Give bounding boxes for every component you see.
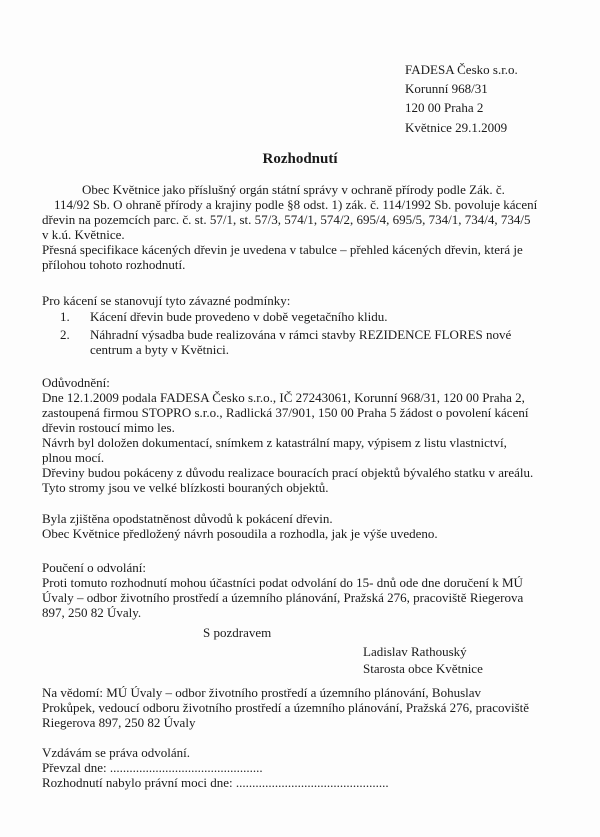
reasoning-heading: Odůvodnění: — [42, 375, 110, 390]
reasoning-line: Návrh byl doložen dokumentací, snímkem z katastrální mapy, výpisem z listu vlastnictví, — [42, 435, 507, 450]
cc-line: Na vědomí: MÚ Úvaly – odbor životního prostředí a územního plánování, Bohuslav — [42, 685, 482, 700]
cc-paragraph — [42, 685, 529, 730]
intro-line: přílohou tohoto rozhodnutí. — [42, 257, 186, 272]
intro-line: Přesná specifikace kácených dřevin je uvedena v tabulce – přehled kácených dřevin, která je — [42, 242, 523, 257]
cc-line: Prokůpek, vedoucí odboru životního prostředí a územního plánování, Pražská 276, pracoviště — [42, 700, 530, 715]
legal-force-line: Rozhodnutí nabylo právní moci dne: ............................................... — [42, 775, 389, 790]
reasoning-line: plnou mocí. — [42, 450, 105, 465]
document-date: Květnice 29.1.2009 — [405, 120, 508, 135]
closing-greeting: S pozdravem — [203, 625, 272, 640]
appeal-waiver: Vzdávám se práva odvolání. — [42, 745, 191, 760]
appeal-section — [42, 560, 523, 620]
finding-paragraph — [42, 511, 438, 541]
reasoning-line: zastoupená firmou STOPRO s.r.o., Radlická 37/901, 150 00 Praha 5 žádost o povolení kácení — [42, 405, 529, 420]
sender-address — [405, 60, 518, 117]
intro-line: Obec Květnice jako příslušný orgán státní správy v ochraně přírody podle Zák. č. — [82, 182, 505, 197]
received-line: Převzal dne: ............................................... — [42, 760, 263, 775]
condition-item — [60, 327, 511, 342]
intro-paragraph — [42, 182, 537, 272]
appeal-line: Proti tomuto rozhodnutí mohou účastníci podat odvolání do 15- dnů ode dne doručení k MÚ — [42, 575, 523, 590]
document-title: Rozhodnutí — [262, 151, 338, 167]
footer-section — [42, 745, 389, 790]
condition-item — [60, 309, 511, 324]
appeal-line: Úvaly – odbor životního prostředí a územního plánování, Pražská 276, pracoviště Riegerova — [42, 590, 524, 605]
finding-line: Obec Květnice předložený návrh posoudila a rozhodla, jak je výše uvedeno. — [42, 526, 438, 541]
intro-line: 114/92 Sb. O ohraně přírody a krajiny podle §8 odst. 1) zák. č. 114/1992 Sb. povoluje kácení — [54, 197, 538, 212]
condition-number: 1. — [60, 309, 70, 324]
condition-number: 2. — [60, 327, 70, 342]
sender-street: Korunní 968/31 — [405, 81, 488, 96]
intro-line: dřevin na pozemcích parc. č. st. 57/1, st. 57/3, 574/1, 574/2, 695/4, 695/5, 734/1, 734/4, 734/5 — [42, 212, 531, 227]
signature-block — [363, 644, 483, 676]
conditions-heading: Pro kácení se stanovují tyto závazné podmínky: — [42, 293, 291, 308]
appeal-heading: Poučení o odvolání: — [42, 560, 146, 575]
reasoning-section — [42, 375, 533, 495]
reasoning-line: dřevin rostoucí mimo les. — [42, 420, 175, 435]
conditions-list — [60, 309, 511, 357]
finding-line: Byla zjištěna opodstatněnost důvodů k pokácení dřevin. — [42, 511, 333, 526]
intro-line: v k.ú. Květnice. — [42, 227, 125, 242]
reasoning-line: Dřeviny budou pokáceny z důvodu realizace bouracích prací objektů bývalého statku v areálu. — [42, 465, 534, 480]
condition-text-cont: centrum a byty v Květnici. — [90, 342, 229, 357]
condition-text: Náhradní výsadba bude realizována v rámci stavby REZIDENCE FLORES nové — [90, 327, 512, 342]
reasoning-line: Dne 12.1.2009 podala FADESA Česko s.r.o., IČ 27243061, Korunní 968/31, 120 00 Praha 2, — [42, 390, 525, 405]
reasoning-line: Tyto stromy jsou ve velké blízkosti bouraných objektů. — [42, 480, 329, 495]
signatory-name: Ladislav Rathouský — [363, 644, 467, 659]
condition-text: Kácení dřevin bude provedeno v době vegetačního klidu. — [90, 309, 388, 324]
appeal-line: 897, 250 82 Úvaly. — [42, 605, 142, 620]
cc-line: Riegerova 897, 250 82 Úvaly — [42, 715, 196, 730]
signatory-role: Starosta obce Květnice — [363, 661, 483, 676]
sender-name: FADESA Česko s.r.o. — [405, 62, 518, 77]
sender-city: 120 00 Praha 2 — [405, 100, 484, 115]
